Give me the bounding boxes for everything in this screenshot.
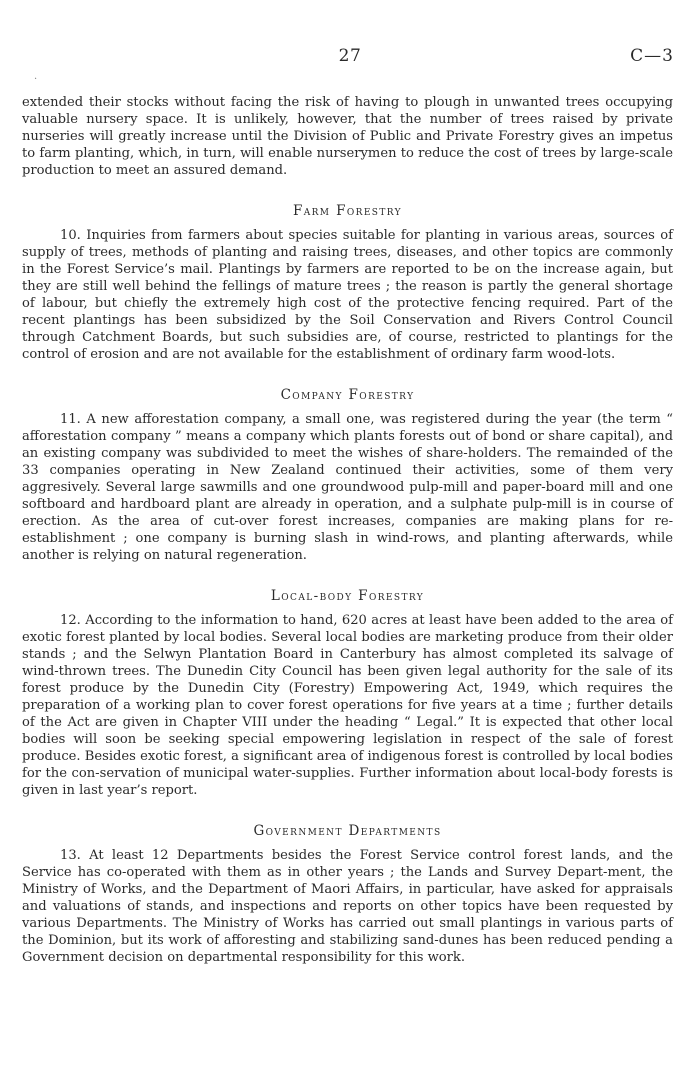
heading-company-forestry: Company Forestry — [280, 387, 415, 403]
heading-local-body-forestry: Local-body Forestry — [270, 588, 425, 604]
document-body — [22, 94, 673, 966]
paragraph-company-forestry: 11. A new afforestation company, a small one, was registered during the year (the term “ afforestation company ” means a company which plants forests out of bond or share capital), and an existing company was subdivided to meet the wishes of share-holders. The remainded of the 33 companies operating in New Zealand continued their activities, some of them very aggresively. Several large sawmills and one groundwood pulp-mill and paper-board mill and one softboard and hardboard plant are already in operation, and a sulphate pulp-mill is in course of erection. As the area of cut-over forest increases, companies are making plans for re-establishment ; one company is burning slash in wind-rows, and planting afterwards, while another is relying on natural regeneration. — [22, 412, 673, 563]
paragraph-local-body-forestry: 12. According to the information to hand, 620 acres at least have been added to the area of exotic forest planted by local bodies. Several local bodies are marketing produce from their older stands ; and the Selwyn Plantation Board in Canterbury has almost completed its salvage of wind-thrown trees. The Dunedin City Council has been given legal authority for the sale of its forest produce by the Dunedin City (Forestry) Empowering Act, 1949, which requires the preparation of a working plan to cover forest operations for five years at a time ; further details of the Act are given in Chapter VIII under the heading “ Legal.” It is expected that other local bodies will soon be seeking special empowering legislation in respect of the sale of forest produce. Besides exotic forest, a significant area of indigenous forest is controlled by local bodies for the con-servation of municipal water-supplies. Further information about local-body forests is given in last year’s report. — [22, 613, 673, 798]
intro-paragraph: extended their stocks without facing the risk of having to plough in unwanted trees occupying valuable nursery space. It is unlikely, however, that the number of trees raised by private nurseries will greatly increase until the Division of Public and Private Forestry gives an impetus to farm planting, which, in turn, will enable nurserymen to reduce the cost of trees by large-scale production to meet an assured demand. — [22, 95, 673, 178]
paragraph-farm-forestry: 10. Inquiries from farmers about species suitable for planting in various areas, sources of supply of trees, methods of planting and raising trees, diseases, and other topics are commonly in the Forest Service’s mail. Plantings by farmers are reported to be on the increase again, but they are still well behind the fellings of mature trees ; the reason is partly the general shortage of labour, but chiefly the extremely high cost of the protective fencing required. Part of the recent plantings has been subsidized by the Soil Conservation and Rivers Control Council through Catchment Boards, but such subsidies are, of course, restricted to plantings for the control of erosion and are not available for the establishment of ordinary farm wood-lots. — [22, 228, 673, 362]
page-number: 27 — [338, 46, 362, 66]
heading-farm-forestry: Farm Forestry — [292, 203, 403, 219]
margin-mark: · — [34, 74, 38, 85]
paragraph-government-departments: 13. At least 12 Departments besides the Forest Service control forest lands, and the Service has co-operated with them as in other years ; the Lands and Survey Depart-ment, the Ministry of Works, and the Department of Maori Affairs, in particular, have asked for appraisals and valuations of stands, and inspections and reports on other topics have been requested by various Departments. The Ministry of Works has carried out small plantings in various parts of the Dominion, but its work of afforesting and stabilizing sand-dunes has been reduced pending a Government decision on departmental responsibility for this work. — [22, 848, 673, 965]
heading-government-departments: Government Departments — [253, 823, 442, 839]
report-code: C—3 — [630, 46, 674, 66]
